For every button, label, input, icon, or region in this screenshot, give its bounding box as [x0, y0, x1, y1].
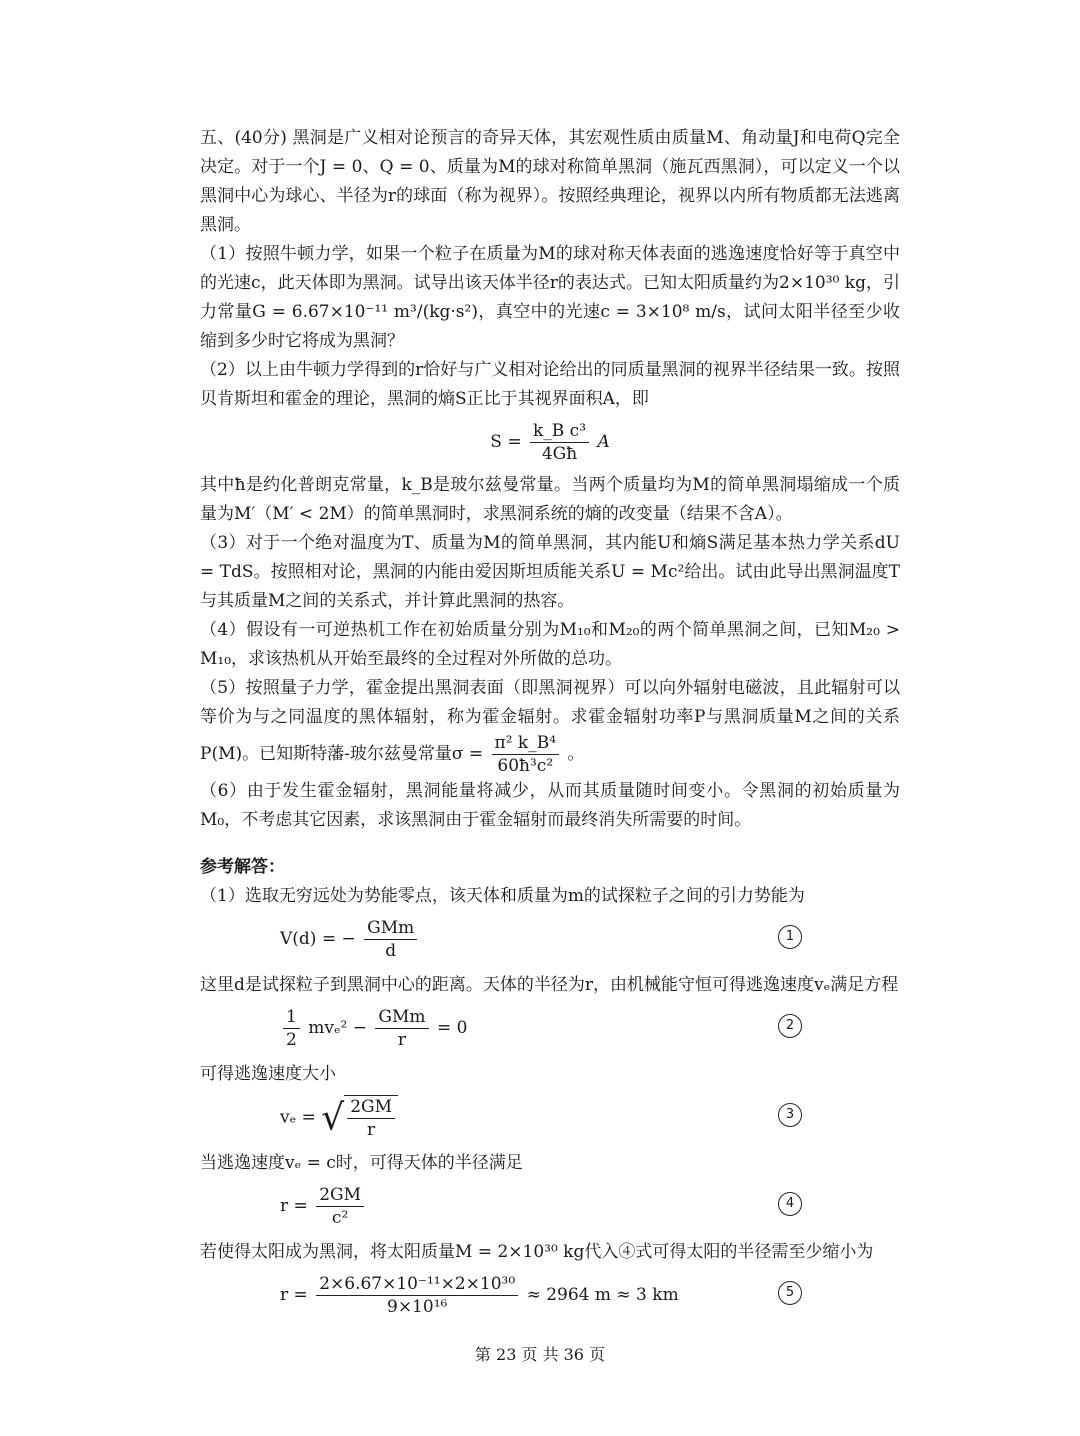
equation-1-denominator: d [385, 941, 397, 961]
equation-5-denominator: 9×10¹⁶ [387, 1297, 448, 1317]
entropy-denominator: 4Għ [541, 444, 578, 464]
page-footer: 第 23 页 共 36 页 [474, 1345, 606, 1364]
equation-number-4: 4 [778, 1192, 802, 1216]
equation-1-numerator: GMm [364, 917, 417, 940]
question-5-end: 。 [567, 744, 585, 764]
equation-3-denominator: r [367, 1120, 376, 1140]
answer-step-3: 可得逃逸速度大小 [200, 1064, 336, 1084]
question-4: （4）假设有一可逆热机工作在初始质量分别为M₁₀和M₂₀的两个简单黑洞之间，已知M₂₀ > M₁₀，求该热机从开始至最终的全过程对外所做的总功。 [200, 620, 900, 669]
equation-3 [200, 1091, 900, 1147]
equation-number-3: 3 [778, 1103, 802, 1127]
equation-1-lhs: V(d) = − [280, 929, 356, 949]
equation-3-lhs: vₑ = [280, 1107, 316, 1128]
equation-5-fraction [316, 1273, 518, 1318]
entropy-formula [200, 420, 900, 465]
equation-2-half-numerator: 1 [283, 1006, 300, 1029]
equation-number-1: 1 [778, 925, 802, 949]
equation-1 [200, 913, 900, 969]
equation-2 [200, 1002, 900, 1058]
entropy-fraction [530, 420, 589, 465]
equation-2-half [283, 1006, 300, 1051]
equation-4-fraction [316, 1184, 364, 1229]
question-5 [200, 674, 900, 777]
equation-4-denominator: c² [331, 1208, 349, 1228]
question-2-body: 其中ħ是约化普朗克常量，k_B是玻尔兹曼常量。当两个质量均为M的简单黑洞塌缩成一个质量为M′（M′ < 2M）的简单黑洞时，求黑洞系统的熵的改变量（结果不含A）。 [200, 475, 900, 524]
sigma-numerator: π² k_B⁴ [492, 732, 560, 755]
equation-4 [200, 1180, 900, 1236]
equation-4-numerator: 2GM [316, 1184, 364, 1207]
answer-step-1: （1）选取无穷远处为势能零点，该天体和质量为m的试探粒子之间的引力势能为 [200, 886, 805, 906]
equation-3-fraction [347, 1096, 395, 1141]
entropy-numerator: k_B c³ [530, 420, 589, 443]
problem-intro: 五、(40分) 黑洞是广义相对论预言的奇异天体，其宏观性质由质量M、角动量J和电荷Q完全决定。对于一个J = 0、Q = 0、质量为M的球对称简单黑洞（施瓦西黑洞），可以定义一个以黑洞中心为球心、半径为r的球面（称为视界）。按照经典理论，视界以内所有物质都无法逃离黑洞。 [200, 128, 900, 235]
sqrt-symbol: √ [321, 1097, 345, 1139]
page-content [200, 124, 900, 1327]
equation-5-result: ≈ 2964 m ≈ 3 km [526, 1285, 679, 1305]
question-6: （6）由于发生霍金辐射，黑洞能量将减少，从而其质量随时间变小。令黑洞的初始质量为M₀，不考虑其它因素，求该黑洞由于霍金辐射而最终消失所需要的时间。 [200, 781, 900, 830]
equation-2-half-denominator: 2 [286, 1030, 297, 1050]
answer-heading: 参考解答： [200, 857, 285, 877]
equation-3-sqrt [321, 1095, 398, 1141]
answer-step-4: 当逃逸速度vₑ = c时，可得天体的半径满足 [200, 1153, 523, 1173]
sigma-fraction [492, 732, 560, 777]
equation-number-2: 2 [778, 1014, 802, 1038]
sigma-denominator: 60ħ³c² [497, 756, 554, 776]
equation-3-numerator: 2GM [347, 1096, 395, 1119]
equation-number-5: 5 [778, 1281, 802, 1305]
question-5-text: （5）按照量子力学，霍金提出黑洞表面（即黑洞视界）可以向外辐射电磁波，且此辐射可以等价为与之同温度的黑体辐射，称为霍金辐射。求霍金辐射功率P与黑洞质量M之间的关系P(M)。已知斯特藩-玻尔兹曼常量σ = [200, 678, 900, 764]
answer-step-2: 这里d是试探粒子到黑洞中心的距离。天体的半径为r，由机械能守恒可得逃逸速度vₑ满足方程 [200, 975, 899, 995]
equation-2-rhs: = 0 [436, 1018, 468, 1038]
answer-step-5: 若使得太阳成为黑洞，将太阳质量M = 2×10³⁰ kg代入④式可得太阳的半径需至少缩小为 [200, 1242, 874, 1262]
question-1: （1）按照牛顿力学，如果一个粒子在质量为M的球对称天体表面的逃逸速度恰好等于真空中的光速c，此天体即为黑洞。试导出该天体半径r的表达式。已知太阳质量约为2×10³⁰ kg，引力常量G = 6.67×10⁻¹¹ m³/(kg·s²)，真空中的光速c = 3×10⁸ m/s，试问太阳半径至少收缩到多少时它将成为黑洞？ [200, 244, 900, 351]
equation-2-numerator: GMm [375, 1006, 428, 1029]
question-3: （3）对于一个绝对温度为T、质量为M的简单黑洞，其内能U和熵S满足基本热力学关系dU = TdS。按照相对论，黑洞的内能由爱因斯坦质能关系U = Mc²给出。试由此导出黑洞温度T与其质量M之间的关系式，并计算此黑洞的热容。 [200, 533, 900, 611]
equation-2-denominator: r [397, 1030, 407, 1050]
equation-5 [200, 1269, 900, 1325]
equation-4-lhs: r = [280, 1196, 308, 1216]
equation-5-lhs: r = [280, 1285, 308, 1305]
equation-1-fraction [364, 917, 417, 962]
equation-5-numerator: 2×6.67×10⁻¹¹×2×10³⁰ [316, 1273, 518, 1296]
question-2: （2）以上由牛顿力学得到的r恰好与广义相对论给出的同质量黑洞的视界半径结果一致。按照贝肯斯坦和霍金的理论，黑洞的熵S正比于其视界面积A，即 [200, 360, 900, 409]
equation-2-potential [375, 1006, 428, 1051]
entropy-formula-lhs: S = [490, 432, 522, 452]
equation-2-kinetic: mvₑ² − [308, 1018, 368, 1038]
entropy-area-symbol: A [597, 432, 610, 452]
